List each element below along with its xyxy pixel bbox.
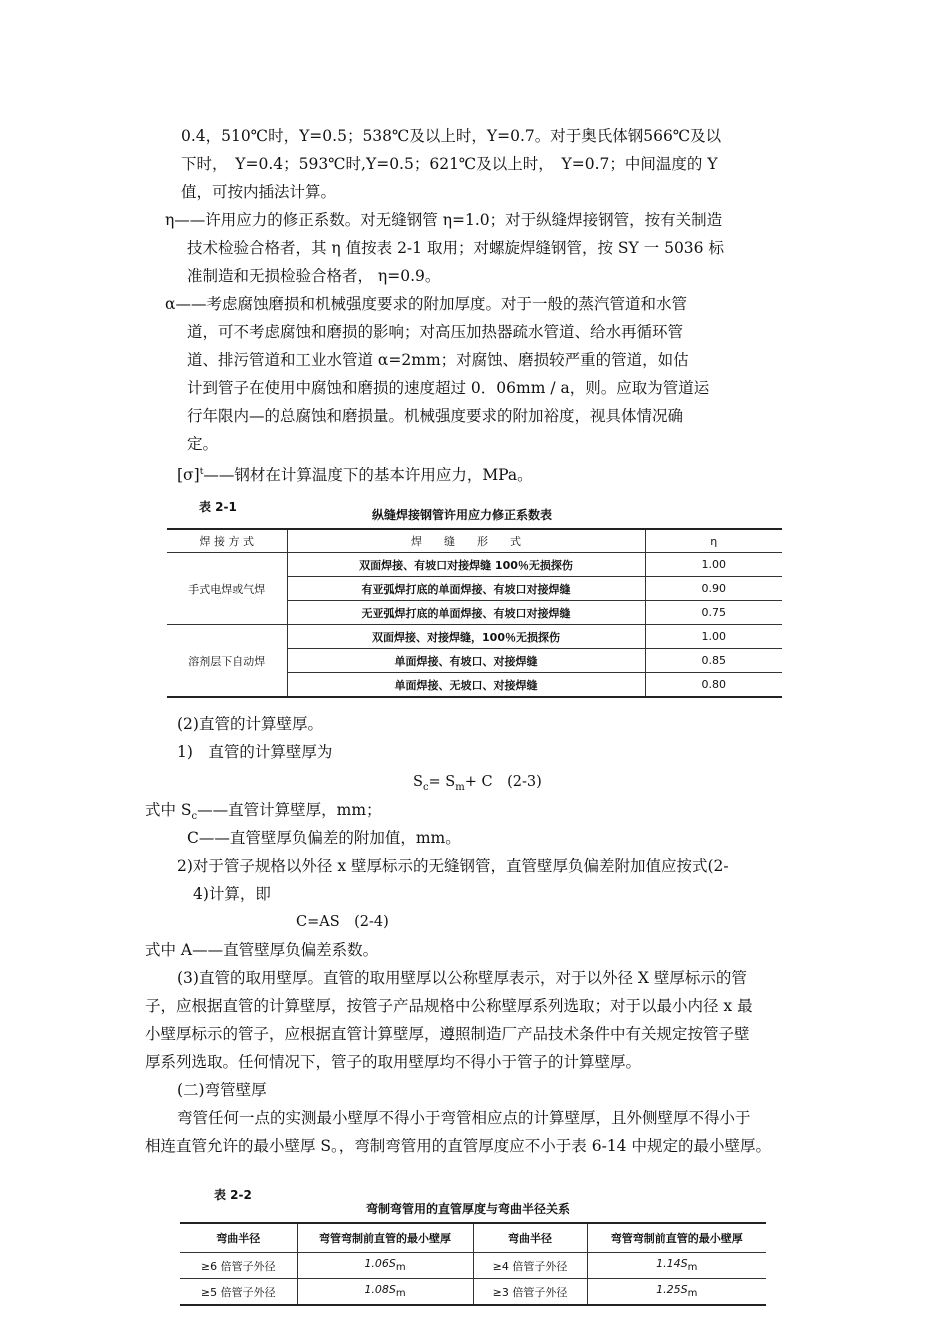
column-header: 弯管弯制前直管的最小壁厚 — [297, 1223, 473, 1253]
eta-cell: 0.80 — [645, 673, 782, 698]
sigma-definition: $[\sigma]^t——$钢材在计算温度下的基本许用应力，MPa。 — [177, 466, 533, 485]
text-line: 行年限内—的总腐蚀和磨损量。机械强度要求的附加裕度，视具体情况确 — [187, 407, 684, 425]
text-line: 厚系列选取。任何情况下，管子的取用壁厚均不得小于管子的计算壁厚。 — [145, 1053, 642, 1071]
table-row — [167, 625, 782, 649]
weld-method-cell: 溶剂层下自动焊 — [167, 625, 287, 698]
eta-cell: 0.90 — [645, 577, 782, 601]
text-line: C——直管壁厚负偏差的附加值，mm。 — [187, 829, 461, 847]
column-header: 弯曲半径 — [180, 1223, 297, 1253]
column-header: η — [645, 529, 782, 553]
min-thickness-cell: $1.06S_m$ — [297, 1253, 473, 1279]
text-line: 子，应根据直管的计算壁厚，按管子产品规格中公称壁厚系列选取；对于以最小内径 x 最 — [145, 997, 753, 1015]
eta-cell: 0.75 — [645, 601, 782, 625]
table-2-2 — [180, 1222, 766, 1306]
text-line: (3)直管的取用壁厚。直管的取用壁厚以公称壁厚表示，对于以外径 X 壁厚标示的管 — [177, 969, 747, 987]
text-line: 式中 A——直管壁厚负偏差系数。 — [145, 941, 379, 959]
text-line: 相连直管允许的最小壁厚 S。，弯制弯管用的直管厚度应不小于表 6-14 中规定的最小壁厚。 — [145, 1137, 771, 1155]
formula-2-3: $S_c= S_m+ C$ (2-3) — [413, 774, 542, 793]
text-line: 式中 $S_c——$直管计算壁厚，mm； — [145, 801, 382, 823]
text-line: 2)对于管子规格以外径 x 壁厚标示的无缝钢管，直管壁厚负偏差附加值应按式(2- — [177, 857, 729, 875]
bend-radius-cell: ≥6 倍管子外径 — [180, 1253, 297, 1279]
eta-cell: 0.85 — [645, 649, 782, 673]
weld-form-cell: 双面焊接、对接焊缝，100％无损探伤 — [287, 625, 645, 649]
min-thickness-cell: $1.08S_m$ — [297, 1279, 473, 1306]
section-heading: (2)直管的计算壁厚。 — [177, 715, 323, 733]
table-label: 表 2-1 — [199, 500, 237, 514]
text-line: α——考虑腐蚀磨损和机械强度要求的附加厚度。对于一般的蒸汽管道和水管 — [165, 295, 687, 313]
table-label: 表 2-2 — [214, 1188, 252, 1202]
weld-method-cell: 手式电焊或气焊 — [167, 553, 287, 625]
table-row — [180, 1253, 766, 1279]
min-thickness-cell: $1.25S_m$ — [587, 1279, 766, 1306]
text-line: 值，可按内插法计算。 — [181, 183, 337, 201]
table-row — [180, 1279, 766, 1306]
text-line: 1) 直管的计算壁厚为 — [177, 743, 333, 761]
weld-form-cell: 单面焊接、无坡口、对接焊缝 — [287, 673, 645, 698]
table-2-1 — [167, 528, 782, 698]
column-header: 弯曲半径 — [473, 1223, 587, 1253]
bend-radius-cell: ≥3 倍管子外径 — [473, 1279, 587, 1306]
text-line: 计到管子在使用中腐蚀和磨损的速度超过 0．06mm / a，则。应取为管道运 — [187, 379, 710, 397]
text-line: 技术检验合格者，其 η 值按表 2-1 取用；对螺旋焊缝钢管，按 SY 一 5036 标 — [187, 239, 724, 257]
text-line: 下时， Y=0.4；593℃时,Y=0.5；621℃及以上时， Y=0.7；中间温度的 Y — [181, 155, 718, 173]
min-thickness-cell: $1.14S_m$ — [587, 1253, 766, 1279]
text-line: η——许用应力的修正系数。对无缝钢管 η=1.0；对于纵缝焊接钢管，按有关制造 — [165, 211, 723, 229]
eta-cell: 1.00 — [645, 625, 782, 649]
table-title: 纵缝焊接钢管许用应力修正系数表 — [372, 508, 553, 522]
text-line: 定。 — [187, 435, 219, 453]
text-line: 4)计算，即 — [193, 885, 271, 903]
weld-form-cell: 双面焊接、有坡口对接焊缝 100％无损探伤 — [287, 553, 645, 577]
formula-2-4: C=AS (2-4) — [296, 914, 389, 930]
text-line: 0.4，510℃时，Y=0.5；538℃及以上时，Y=0.7。对于奥氏体钢566℃及以 — [181, 127, 722, 145]
weld-form-cell: 有亚弧焊打底的单面焊接、有坡口对接焊缝 — [287, 577, 645, 601]
table-header-row — [167, 529, 782, 553]
text-line: 道，可不考虑腐蚀和磨损的影响；对高压加热器疏水管道、给水再循环管 — [187, 323, 684, 341]
weld-form-cell: 无亚弧焊打底的单面焊接、有坡口对接焊缝 — [287, 601, 645, 625]
text-line: 小壁厚标示的管子，应根据直管计算壁厚，遵照制造厂产品技术条件中有关规定按管子壁 — [145, 1025, 750, 1043]
column-header: 弯管弯制前直管的最小壁厚 — [587, 1223, 766, 1253]
bend-radius-cell: ≥4 倍管子外径 — [473, 1253, 587, 1279]
text-line: 道、排污管道和工业水管道 α=2mm；对腐蚀、磨损较严重的管道，如估 — [187, 351, 689, 369]
table-title: 弯制弯管用的直管厚度与弯曲半径关系 — [366, 1202, 571, 1216]
table-header-row — [180, 1223, 766, 1253]
eta-cell: 1.00 — [645, 553, 782, 577]
text-line: 准制造和无损检验合格者， η=0.9。 — [187, 267, 441, 285]
text-line: 弯管任何一点的实测最小壁厚不得小于弯管相应点的计算壁厚，且外侧壁厚不得小于 — [177, 1109, 751, 1127]
section-heading: (二)弯管壁厚 — [177, 1081, 267, 1099]
bend-radius-cell: ≥5 倍管子外径 — [180, 1279, 297, 1306]
table-row — [167, 553, 782, 577]
weld-form-cell: 单面焊接、有坡口、对接焊缝 — [287, 649, 645, 673]
column-header: 焊 缝 形 式 — [287, 529, 645, 553]
column-header: 焊 接 方 式 — [167, 529, 287, 553]
